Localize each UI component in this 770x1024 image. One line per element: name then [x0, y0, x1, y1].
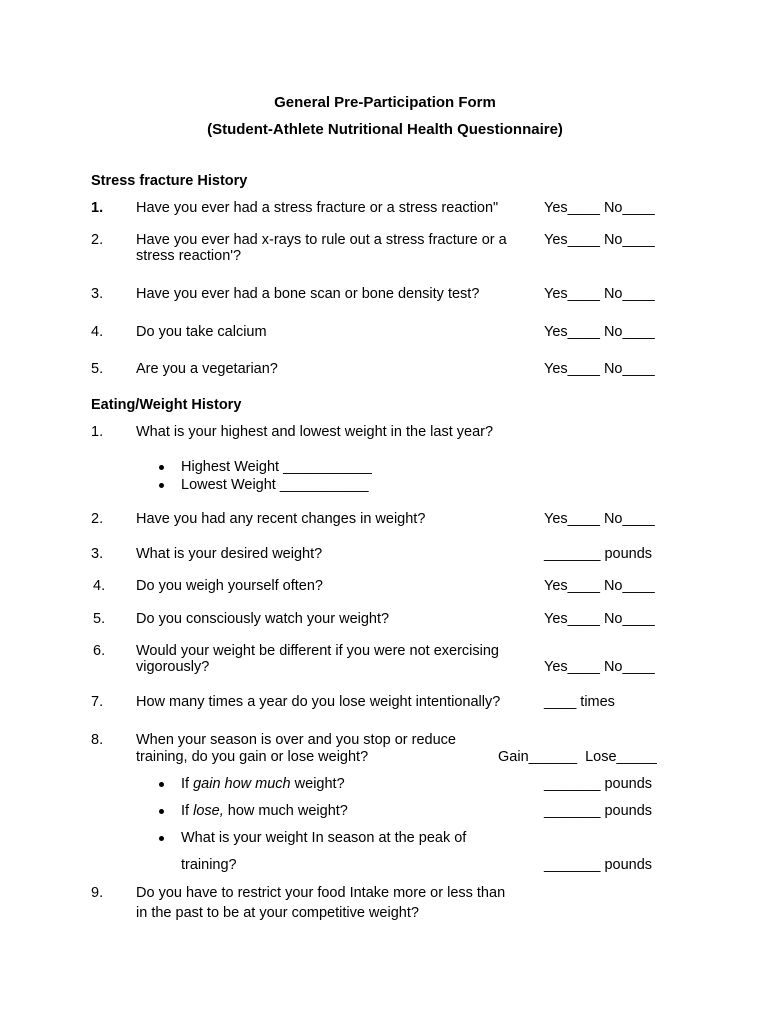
question-number: 7.: [91, 694, 104, 710]
question-number: 5.: [93, 611, 106, 627]
question-text: Would your weight be different if you were not exercising: [136, 643, 499, 659]
bullet-icon: [159, 809, 164, 814]
pounds-answer-field[interactable]: _______ pounds: [544, 546, 653, 562]
question-number: 9.: [91, 885, 104, 901]
question-text: Have you ever had a stress fracture or a stress reaction": [136, 200, 499, 216]
question-text-continued: stress reaction'?: [136, 248, 242, 264]
form-title: General Pre-Participation Form: [274, 94, 496, 111]
question-text: Do you consciously watch your weight?: [136, 611, 390, 627]
yes-no-answer-field[interactable]: Yes____ No____: [544, 611, 655, 627]
bullet-icon: [159, 483, 164, 488]
question-number: 8.: [91, 732, 104, 748]
gain-lose-answer-field[interactable]: Gain______ Lose_____: [498, 749, 657, 765]
section-heading-eating: Eating/Weight History: [91, 397, 242, 413]
question-text: What is your highest and lowest weight in the last year?: [136, 424, 494, 440]
yes-no-answer-field[interactable]: Yes____ No____: [544, 578, 655, 594]
highest-weight-field[interactable]: Highest Weight ___________: [181, 459, 372, 475]
question-text: Do you take calcium: [136, 324, 267, 340]
question-text-continued: training, do you gain or lose weight?: [136, 749, 369, 765]
question-text: When your season is over and you stop or reduce: [136, 732, 456, 748]
form-subtitle: (Student-Athlete Nutritional Health Questionnaire): [207, 121, 563, 138]
question-number: 3.: [91, 286, 104, 302]
question-number: 3.: [91, 546, 104, 562]
question-text: Are you a vegetarian?: [136, 361, 278, 377]
question-text: Have you ever had a bone scan or bone density test?: [136, 286, 480, 302]
yes-no-answer-field[interactable]: Yes____ No____: [544, 361, 655, 377]
yes-no-answer-field[interactable]: Yes____ No____: [544, 659, 655, 675]
pounds-answer-field[interactable]: _______ pounds: [544, 776, 653, 792]
pounds-answer-field[interactable]: _______ pounds: [544, 857, 653, 873]
question-number: 5.: [91, 361, 104, 377]
peak-weight-question: What is your weight In season at the peak of: [181, 830, 467, 846]
question-number: 2.: [91, 511, 104, 527]
bullet-icon: [159, 836, 164, 841]
lose-amount-question: If lose, how much weight?: [181, 803, 348, 819]
pounds-answer-field[interactable]: _______ pounds: [544, 803, 653, 819]
question-number: 4.: [93, 578, 106, 594]
question-number: 1.: [91, 424, 104, 440]
times-answer-field[interactable]: ____ times: [544, 694, 615, 710]
peak-weight-question-continued: training?: [181, 857, 237, 873]
bullet-icon: [159, 782, 164, 787]
question-text: Have you ever had x-rays to rule out a stress fracture or a: [136, 232, 507, 248]
gain-amount-question: If gain how much weight?: [181, 776, 345, 792]
question-text: Do you weigh yourself often?: [136, 578, 323, 594]
question-text-continued: in the past to be at your competitive weight?: [136, 905, 419, 921]
section-heading-stress: Stress fracture History: [91, 173, 248, 189]
question-text: Have you had any recent changes in weight?: [136, 511, 426, 527]
question-text-continued: vigorously?: [136, 659, 210, 675]
question-number: 1.: [91, 200, 104, 216]
yes-no-answer-field[interactable]: Yes____ No____: [544, 232, 655, 248]
bullet-icon: [159, 465, 164, 470]
question-text: Do you have to restrict your food Intake more or less than: [136, 885, 506, 901]
question-number: 2.: [91, 232, 104, 248]
question-number: 6.: [93, 643, 106, 659]
question-number: 4.: [91, 324, 104, 340]
yes-no-answer-field[interactable]: Yes____ No____: [544, 511, 655, 527]
yes-no-answer-field[interactable]: Yes____ No____: [544, 324, 655, 340]
yes-no-answer-field[interactable]: Yes____ No____: [544, 286, 655, 302]
yes-no-answer-field[interactable]: Yes____ No____: [544, 200, 655, 216]
question-text: What is your desired weight?: [136, 546, 323, 562]
lowest-weight-field[interactable]: Lowest Weight ___________: [181, 477, 369, 493]
question-text: How many times a year do you lose weight intentionally?: [136, 694, 501, 710]
